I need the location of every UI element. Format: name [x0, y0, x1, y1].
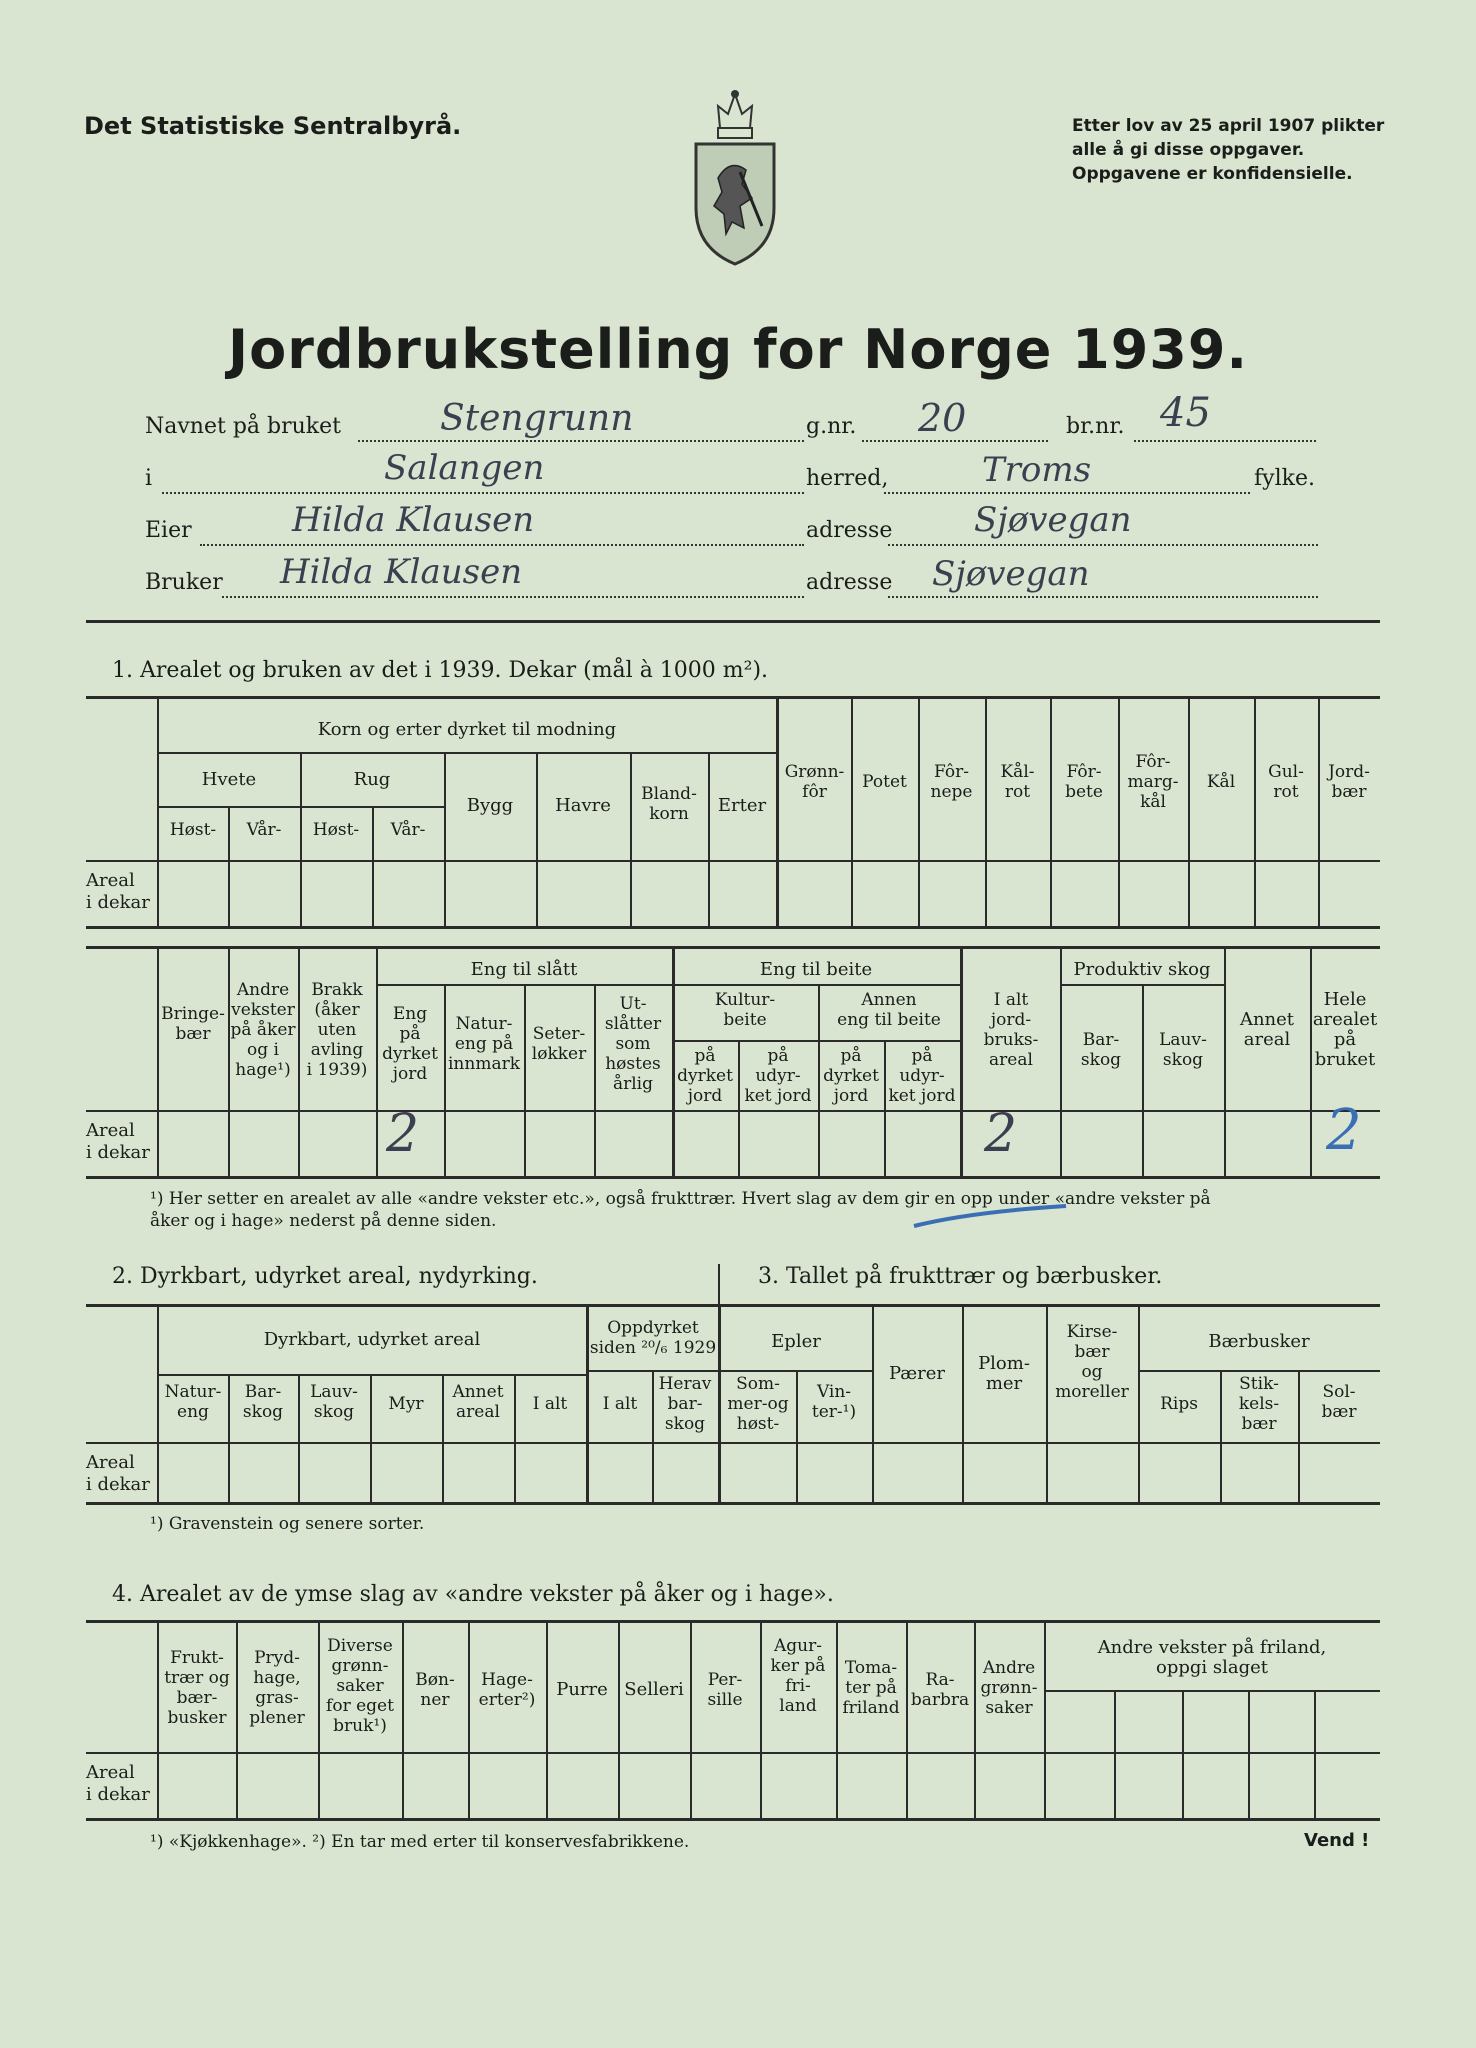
bonner-header: Bøn- ner	[415, 1670, 455, 1710]
agurker-header: Agur- ker på fri- land	[770, 1636, 826, 1716]
law-notice-line-1: Etter lov av 25 april 1907 plikter	[1072, 116, 1385, 136]
blue-pencil-mark	[910, 1202, 1070, 1232]
hvete-header: Hvete	[201, 769, 257, 790]
eng-dyrket-value[interactable]: 2	[386, 1104, 420, 1164]
erter-header: Erter	[717, 795, 767, 816]
stikkelsbaer-header: Stik- kels- bær	[1238, 1374, 1280, 1434]
gnr-label: g.nr.	[806, 414, 857, 439]
diverse-grønnsaker-header: Diverse grønn- saker for eget bruk¹)	[326, 1636, 394, 1736]
section2-footnote: ¹) Gravenstein og senere sorter.	[150, 1514, 425, 1534]
law-notice	[1072, 114, 1384, 186]
oppdyrket-header: Oppdyrket siden ²⁰/₆ 1929	[589, 1318, 717, 1358]
law-notice-line-2: alle å gi disse oppgaver.	[1072, 140, 1305, 160]
eier-adresse-label: adresse	[806, 518, 893, 543]
section1-heading: 1. Arealet og bruken av det i 1939. Dekar (mål à 1000 m²).	[112, 658, 769, 683]
eier-adresse-value[interactable]: Sjøvegan	[974, 500, 1132, 540]
s2-i-alt-header: I alt	[532, 1394, 568, 1414]
gronnfor-header: Grønn- fôr	[784, 762, 845, 802]
s2-barskog-header: Bar- skog	[242, 1382, 284, 1422]
bruker-value[interactable]: Hilda Klausen	[280, 552, 523, 592]
section4-footnote: ¹) «Kjøkkenhage». ²) En tar med erter til konservesfabrikkene.	[150, 1832, 690, 1852]
areal-row-label: Areal i dekar	[86, 870, 150, 913]
eng-slatt-header: Eng til slått	[470, 959, 578, 980]
hvete-host-header: Høst-	[169, 820, 217, 840]
lauvskog-header: Lauv- skog	[1159, 1030, 1207, 1070]
epler-header: Epler	[771, 1331, 821, 1352]
frukttraer-header: Frukt- trær og bær- busker	[164, 1648, 230, 1728]
gulrot-header: Gul- rot	[1268, 762, 1304, 802]
seterlokker-header: Seter- løkker	[531, 1024, 587, 1064]
annen-dyrket-header: på dyrket jord	[823, 1046, 879, 1106]
herav-barskog-header: Herav bar- skog	[658, 1374, 712, 1434]
brakk-header: Brakk (åker uten avling i 1939)	[306, 980, 368, 1080]
s2-annet-areal-header: Annet areal	[452, 1382, 504, 1422]
blandkorn-header: Bland- korn	[641, 784, 697, 824]
herred-value[interactable]: Salangen	[384, 448, 545, 488]
bruker-label: Bruker	[145, 570, 223, 595]
eier-label: Eier	[145, 518, 192, 543]
hvete-var-header: Vår-	[246, 820, 282, 840]
s2-lauvskog-header: Lauv- skog	[310, 1382, 358, 1422]
rug-header: Rug	[353, 769, 391, 790]
annen-eng-header: Annen eng til beite	[837, 990, 941, 1030]
naturenge-header: Natur- eng på innmark	[447, 1014, 521, 1074]
areal-row-label-4: Areal i dekar	[86, 1762, 150, 1805]
plommer-header: Plom- mer	[978, 1353, 1030, 1394]
bruker-adresse-value[interactable]: Sjøvegan	[932, 554, 1090, 594]
hele-arealet-value[interactable]: 2	[1326, 1098, 1362, 1163]
kal-header: Kål	[1206, 772, 1236, 792]
korn-group-header: Korn og erter dyrket til modning	[317, 719, 617, 740]
prydhage-header: Pryd- hage, gras- plener	[249, 1648, 305, 1728]
dyrkbart-group-header: Dyrkbart, udyrket areal	[263, 1329, 481, 1350]
municipality-prefix: i	[145, 466, 153, 491]
utslatter-header: Ut- slåtter som høstes årlig	[604, 994, 662, 1094]
brnr-value[interactable]: 45	[1160, 390, 1211, 436]
baerbusker-header: Bærbusker	[1208, 1331, 1310, 1352]
forbete-header: Fôr- bete	[1065, 762, 1103, 802]
s2-myr-header: Myr	[388, 1394, 424, 1414]
office-name: Det Statistiske Sentralbyrå.	[84, 112, 462, 140]
s2-naturenge-header: Natur- eng	[164, 1382, 222, 1422]
formargkal-header: Fôr- marg- kål	[1127, 752, 1179, 812]
section2-heading: 2. Dyrkbart, udyrket areal, nydyrking.	[112, 1264, 538, 1289]
turn-over-note: Vend !	[1304, 1830, 1370, 1851]
areal-row-label-2: Areal i dekar	[86, 1120, 150, 1163]
rug-host-header: Høst-	[312, 820, 360, 840]
purre-header: Purre	[556, 1679, 608, 1700]
coat-of-arms-icon	[680, 88, 790, 268]
hageerter-header: Hage- erter²)	[478, 1670, 536, 1710]
annen-udyrket-header: på udyr- ket jord	[888, 1046, 956, 1106]
rug-var-header: Vår-	[390, 820, 426, 840]
bringebaer-header: Bringe- bær	[161, 1004, 225, 1044]
i-alt-jordbruksareal-header: I alt jord- bruks- areal	[983, 990, 1039, 1070]
solbaer-header: Sol- bær	[1321, 1382, 1357, 1422]
annet-areal-header: Annet areal	[1239, 1009, 1295, 1050]
paerer-header: Pærer	[888, 1363, 946, 1384]
eng-dyrket-header: Eng på dyrket jord	[382, 1004, 438, 1084]
fylke-value[interactable]: Troms	[982, 450, 1092, 490]
fornepe-header: Fôr- nepe	[930, 762, 973, 802]
oppdyrket-i-alt-header: I alt	[602, 1394, 638, 1414]
brnr-label: br.nr.	[1066, 414, 1125, 439]
i-alt-jordbruksareal-value[interactable]: 2	[984, 1104, 1018, 1164]
barskog-header: Bar- skog	[1080, 1030, 1122, 1070]
fylke-label: fylke.	[1254, 466, 1315, 491]
farm-name-value[interactable]: Stengrunn	[440, 398, 634, 439]
potet-header: Potet	[862, 772, 907, 792]
hele-arealet-header: Hele arealet på bruket	[1312, 989, 1378, 1070]
section1-footnote: ¹) Her setter en arealet av alle «andre vekster etc.», også frukttrær. Hvert slag av dem gir en opp under «andre vekster på åker og i hage» nederst på denne siden.	[150, 1189, 1211, 1231]
persille-header: Per- sille	[707, 1670, 743, 1710]
law-notice-line-3: Oppgavene er konfidensielle.	[1072, 164, 1353, 184]
jordbaer-header: Jord- bær	[1328, 762, 1370, 802]
section4-heading: 4. Arealet av de ymse slag av «andre vekster på åker og i hage».	[112, 1582, 834, 1607]
eier-value[interactable]: Hilda Klausen	[292, 500, 535, 540]
gnr-value[interactable]: 20	[918, 396, 967, 440]
areal-row-label-3: Areal i dekar	[86, 1452, 150, 1495]
tomater-header: Toma- ter på friland	[842, 1658, 900, 1718]
rabarbra-header: Ra- barbra	[910, 1670, 970, 1710]
kultur-udyrket-header: på udyr- ket jord	[744, 1046, 812, 1106]
havre-header: Havre	[555, 795, 611, 816]
vinter-header: Vin- ter-¹)	[811, 1382, 857, 1422]
andre-friland-header: Andre vekster på friland, oppgi slaget	[1097, 1637, 1327, 1678]
farm-name-label: Navnet på bruket	[145, 414, 341, 439]
andre-vekster-header: Andre vekster på åker og i hage¹)	[230, 980, 296, 1080]
form-title: Jordbrukstelling for Norge 1939.	[228, 318, 1248, 381]
rips-header: Rips	[1160, 1394, 1198, 1414]
eng-beite-header: Eng til beite	[759, 959, 873, 980]
andre-grønnsaker-header: Andre grønn- saker	[980, 1658, 1038, 1718]
kultur-dyrket-header: på dyrket jord	[677, 1046, 733, 1106]
bygg-header: Bygg	[466, 795, 514, 816]
bruker-adresse-label: adresse	[806, 570, 893, 595]
selleri-header: Selleri	[624, 1679, 684, 1700]
section3-heading: 3. Tallet på frukttrær og bærbusker.	[758, 1264, 1163, 1289]
kirsebaer-header: Kirse- bær og moreller	[1055, 1322, 1129, 1402]
produktiv-skog-header: Produktiv skog	[1073, 959, 1211, 980]
sommer-host-header: Som- mer-og høst-	[727, 1374, 789, 1434]
kalrot-header: Kål- rot	[1000, 762, 1035, 802]
kulturbeite-header: Kultur- beite	[714, 990, 776, 1030]
herred-label: herred,	[806, 466, 889, 491]
